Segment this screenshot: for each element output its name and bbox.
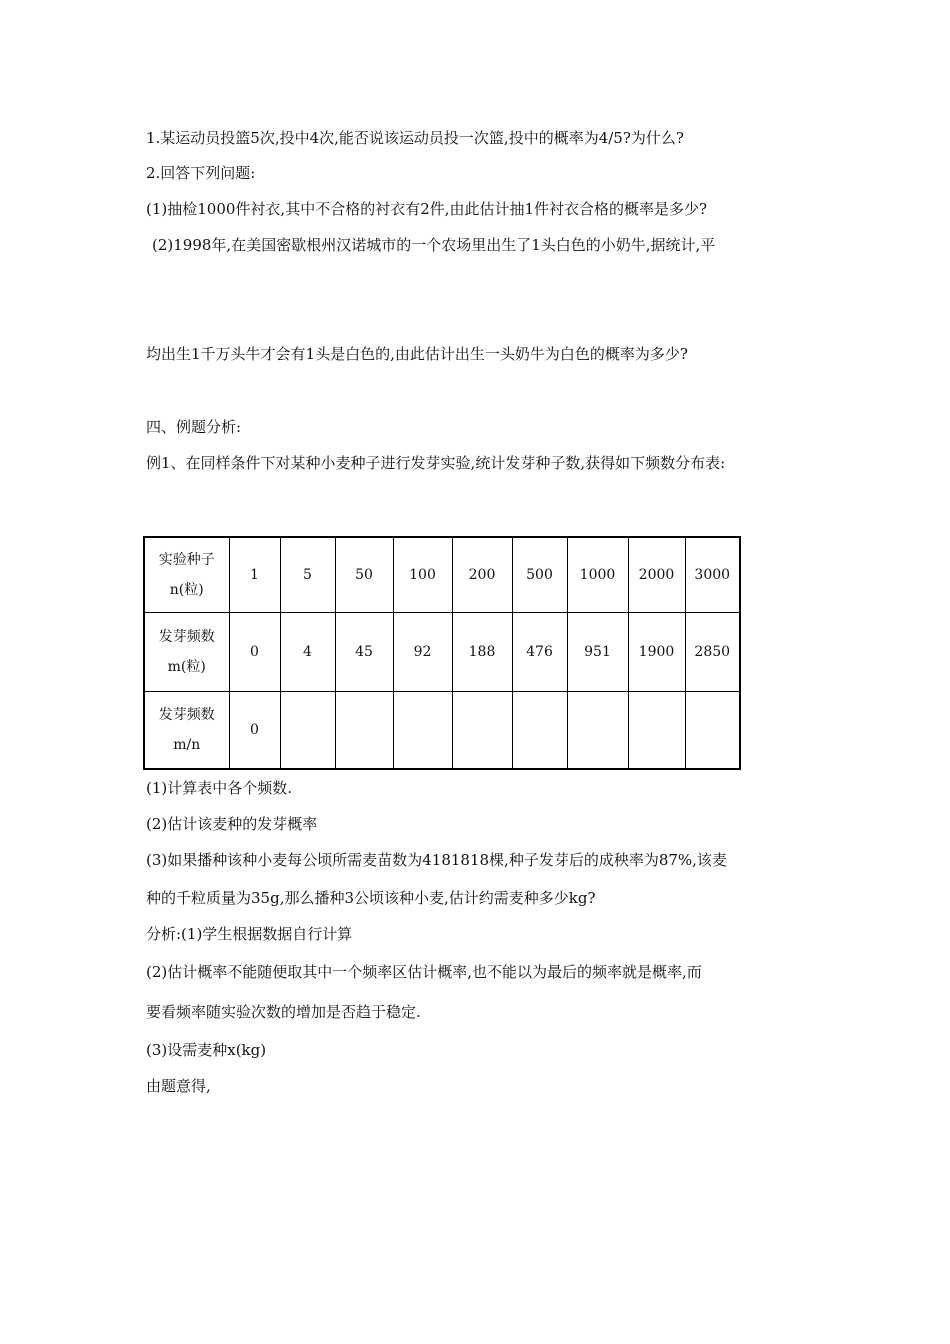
table-cell: 45 (335, 613, 393, 692)
table-cell: 50 (335, 537, 393, 613)
table-cell (628, 692, 685, 770)
question-2-part-1: (1)抽检1000件衬衣,其中不合格的衬衣有2件,由此估计抽1件衬衣合格的概率是多少? (146, 200, 708, 218)
table-cell: 476 (512, 613, 567, 692)
table-row (144, 537, 740, 613)
table-cell: 188 (452, 613, 512, 692)
question-2-part-2-line-1: (2)1998年,在美国密歇根州汉诺城市的一个农场里出生了1头白色的小奶牛,据统计,平 (152, 236, 716, 254)
row-header: 发芽频数 m(粒) (144, 613, 229, 692)
task-1: (1)计算表中各个频数. (146, 779, 293, 797)
task-2: (2)估计该麦种的发芽概率 (146, 815, 318, 833)
task-3-line-2: 种的千粒质量为35g,那么播种3公顷该种小麦,估计约需麦种多少kg? (146, 889, 596, 907)
table-cell: 1 (229, 537, 280, 613)
analysis-2-line-2: 要看频率随实验次数的增加是否趋于稳定. (146, 1003, 421, 1021)
example-1-intro: 例1、在同样条件下对某种小麦种子进行发芽实验,统计发芽种子数,获得如下频数分布表: (146, 454, 726, 472)
table-cell: 4 (280, 613, 335, 692)
table-cell: 0 (229, 692, 280, 770)
table-cell (280, 692, 335, 770)
analysis-1: 分析:(1)学生根据数据自行计算 (146, 925, 353, 943)
row-header: 实验种子 n(粒) (144, 537, 229, 613)
table-cell (685, 692, 740, 770)
table-cell: 3000 (685, 537, 740, 613)
table-cell: 951 (567, 613, 628, 692)
question-2: 2.回答下列问题: (146, 164, 256, 182)
table-cell: 500 (512, 537, 567, 613)
analysis-2-line-1: (2)估计概率不能随便取其中一个频率区估计概率,也不能以为最后的频率就是概率,而 (146, 963, 702, 981)
table-cell (335, 692, 393, 770)
table-cell (567, 692, 628, 770)
table-row (144, 613, 740, 692)
table-row (144, 692, 740, 770)
table-cell: 200 (452, 537, 512, 613)
table-cell: 92 (393, 613, 452, 692)
frequency-table (143, 536, 741, 770)
analysis-3: (3)设需麦种x(kg) (146, 1041, 267, 1059)
question-2-part-2-line-2: 均出生1千万头牛才会有1头是白色的,由此估计出生一头奶牛为白色的概率为多少? (146, 345, 688, 363)
table-cell: 2000 (628, 537, 685, 613)
table-cell (512, 692, 567, 770)
table-cell (452, 692, 512, 770)
question-1: 1.某运动员投篮5次,投中4次,能否说该运动员投一次篮,投中的概率为4/5?为什么? (146, 129, 684, 147)
table-cell: 1000 (567, 537, 628, 613)
row-header: 发芽频数 m/n (144, 692, 229, 770)
section-title: 四、例题分析: (146, 418, 242, 436)
table-cell: 0 (229, 613, 280, 692)
table-cell: 1900 (628, 613, 685, 692)
table-cell: 2850 (685, 613, 740, 692)
table-cell (393, 692, 452, 770)
table-cell: 5 (280, 537, 335, 613)
analysis-4: 由题意得, (146, 1077, 211, 1095)
task-3-line-1: (3)如果播种该种小麦每公顷所需麦苗数为4181818棵,种子发芽后的成秧率为87%,该麦 (146, 851, 727, 869)
table-cell: 100 (393, 537, 452, 613)
